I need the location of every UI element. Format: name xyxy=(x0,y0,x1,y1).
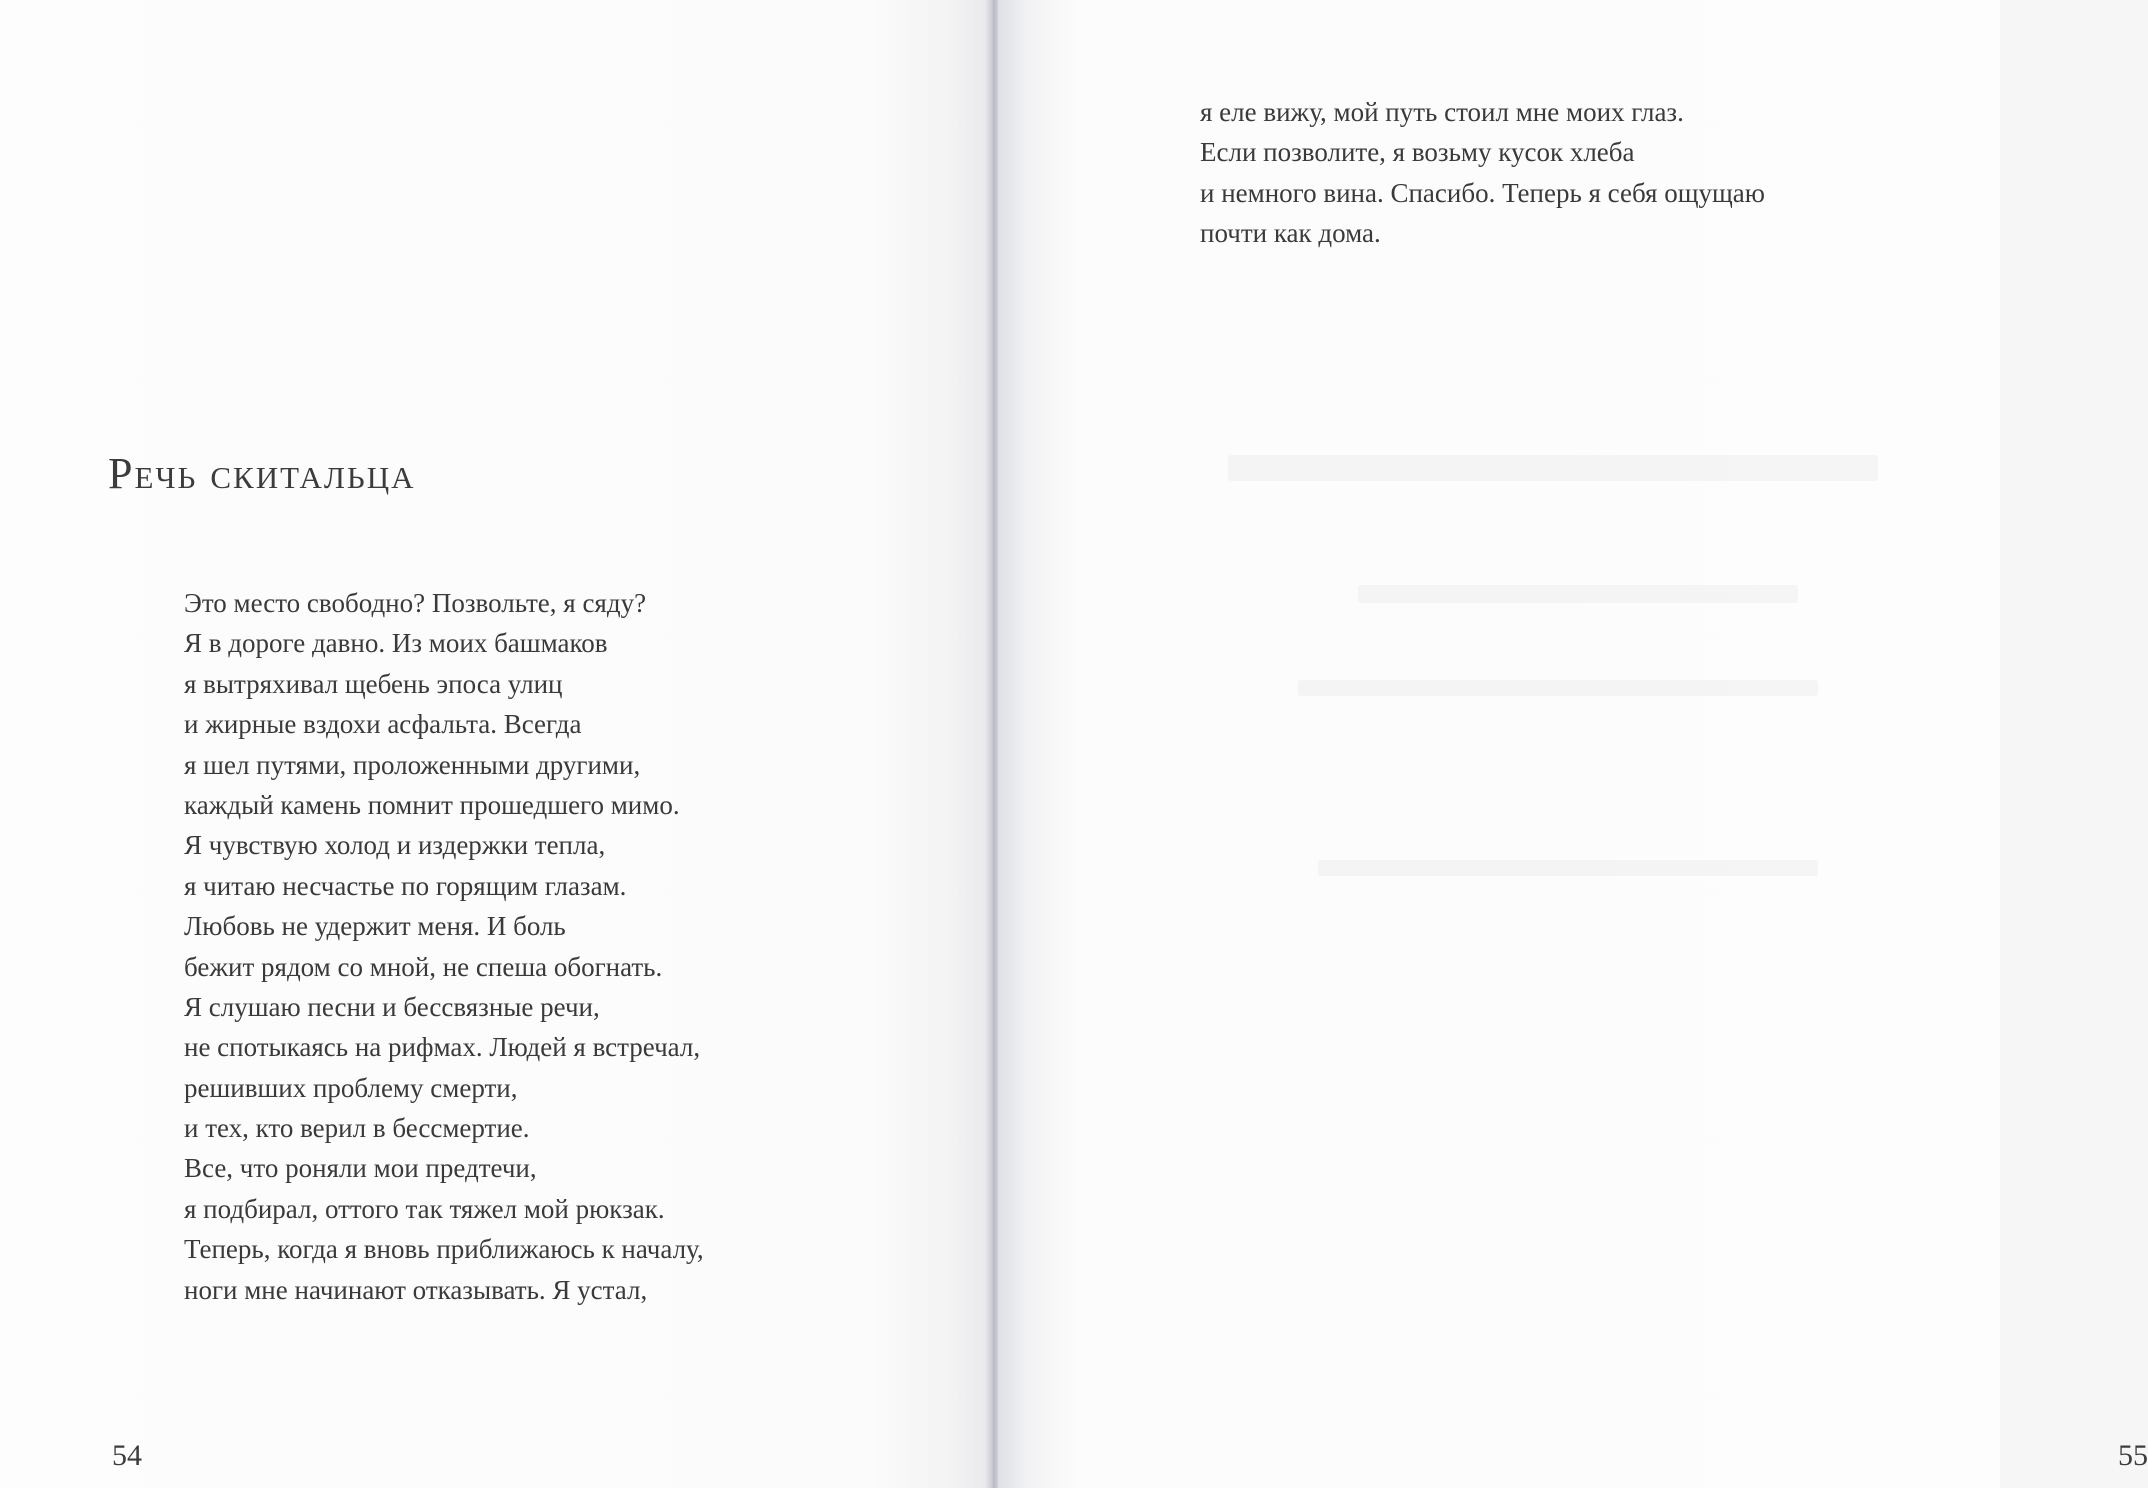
show-through-mark xyxy=(1228,455,1878,481)
poem-line: и жирные вздохи асфальта. Всегда xyxy=(184,709,582,740)
poem-line: Я слушаю песни и бессвязные речи, xyxy=(184,991,600,1022)
poem-text-left xyxy=(184,583,704,1310)
left-page xyxy=(0,0,990,1488)
show-through-mark xyxy=(1318,860,1818,876)
poem-line: не спотыкаясь на рифмах. Людей я встречал, xyxy=(184,1032,701,1063)
poem-line: Я в дороге давно. Из моих башмаков xyxy=(184,628,608,659)
poem-line: Я чувствую холод и издержки тепла, xyxy=(184,830,606,861)
poem-line: я шел путями, проложенными другими, xyxy=(184,749,641,780)
page-number: 54 xyxy=(112,1439,142,1472)
poem-line: и немного вина. Спасибо. Теперь я себя ощущаю xyxy=(1200,177,1765,208)
poem-line: я читаю несчастье по горящим глазам. xyxy=(184,870,627,901)
poem-line: Это место свободно? Позвольте, я сяду? xyxy=(184,588,647,618)
poem-line: Теперь, когда я вновь приближаюсь к началу, xyxy=(184,1234,704,1265)
poem-line: я подбирал, оттого так тяжел мой рюкзак. xyxy=(184,1193,665,1224)
poem-line: каждый камень помнит прошедшего мимо. xyxy=(184,789,680,820)
poem-line: Все, что роняли мои предтечи, xyxy=(184,1153,537,1184)
poem-line: я вытряхивал щебень эпоса улиц xyxy=(184,668,563,699)
poem-line: Любовь не удержит меня. И боль xyxy=(184,911,566,942)
poem-line: Если позволите, я возьму кусок хлеба xyxy=(1200,137,1635,168)
poem-line: и тех, кто верил в бессмертие. xyxy=(184,1113,530,1144)
poem-line: бежит рядом со мной, не спеша обогнать. xyxy=(184,951,663,982)
poem-line: ноги мне начинают отказывать. Я устал, xyxy=(184,1274,648,1305)
show-through-mark xyxy=(1358,585,1798,603)
show-through-mark xyxy=(1298,680,1818,696)
poem-line: почти как дома. xyxy=(1200,218,1381,249)
poem-line: я еле вижу, мой путь стоил мне моих глаз. xyxy=(1200,97,1684,127)
page-number: 55 xyxy=(2118,1439,2148,1472)
poem-line: решивших проблему смерти, xyxy=(184,1072,518,1103)
poem-text-right xyxy=(1200,92,1765,254)
poem-title: Речь скитальца xyxy=(108,449,416,498)
